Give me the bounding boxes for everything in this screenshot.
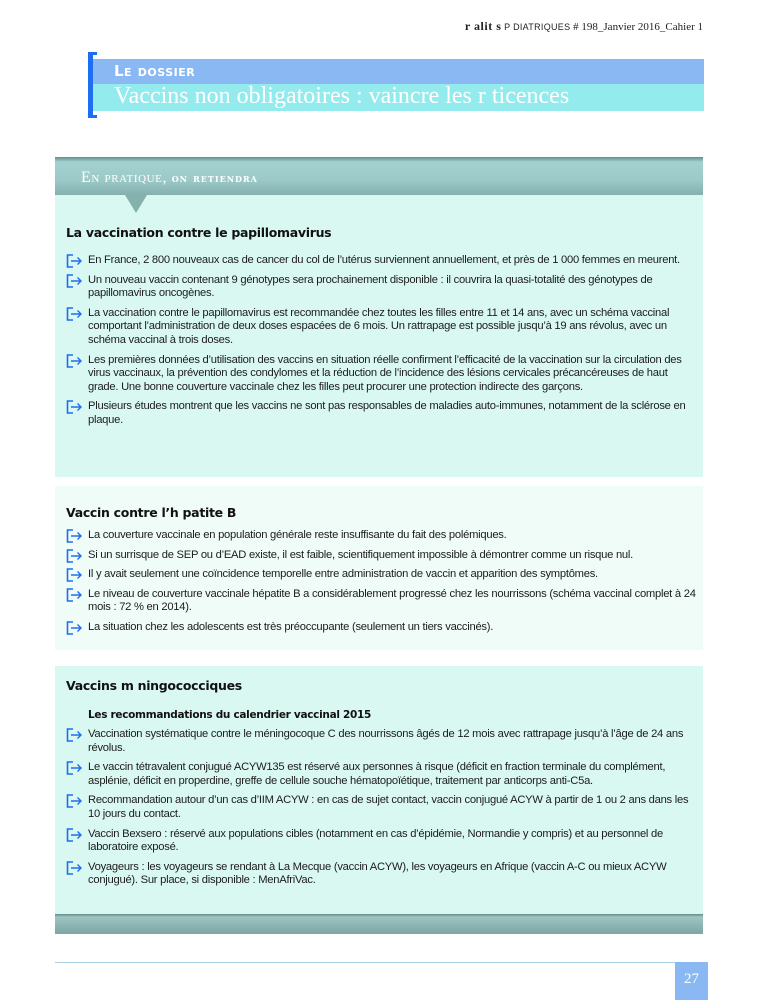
list-item-text: La vaccination contre le papillomavirus est recommandée chez toutes les filles entre 11 et 14 ans, avec un schéma vaccinal comportant l’administration de deux doses espacées de 6 mois. Un rattrapage est possible jusqu’à 19 ans révolus, avec un schéma vaccinal à trois doses. (88, 306, 670, 346)
arrow-bullet-icon (66, 549, 84, 563)
arrow-bullet-icon (66, 568, 84, 582)
list-item (66, 307, 696, 348)
list-item (66, 274, 696, 301)
list-item (66, 828, 696, 855)
arrow-bullet-icon (66, 828, 84, 842)
arrow-bullet-icon (66, 529, 84, 543)
list-item (66, 861, 696, 888)
arrow-bullet-icon (66, 588, 84, 602)
arrow-bullet-icon (66, 728, 84, 742)
list-item (66, 529, 696, 543)
list-item-text: Le vaccin tétravalent conjugué ACYW135 est réservé aux personnes à risque (déficit en fraction terminale du complément, asplénie, déficit en properdine, greffe de cellule souche hématopoïétique, traitement par anticorps anti-C5a. (88, 761, 666, 787)
journal-brand: r alit s (464, 19, 502, 33)
list-item-text: La situation chez les adolescents est très préoccupante (seulement un tiers vaccinés). (88, 620, 494, 633)
list-item (66, 621, 696, 635)
list-item-text: Vaccin Bexsero : réservé aux populations cibles (notamment en cas d’épidémie, Normandie y compris) et au personnel de laboratoire exposé. (88, 827, 663, 854)
journal-name: P DIATRIQUES (504, 22, 571, 32)
list-item (66, 549, 696, 563)
arrow-bullet-icon (66, 861, 84, 875)
arrow-bullet-icon (66, 761, 84, 775)
footer-rule (55, 962, 675, 963)
list-item-text: Si un surrisque de SEP ou d’EAD existe, il est faible, scientifiquement impossible à démontrer comme un risque nul. (88, 548, 633, 561)
list-item (66, 761, 696, 788)
bullet-list (66, 529, 696, 641)
list-item (66, 728, 696, 755)
list-item (66, 568, 696, 582)
section-title: Vaccins m ningococciques (66, 678, 242, 693)
list-item-text: Vaccination systématique contre le méningocoque C des nourrissons âgés de 12 mois avec rattrapage jusqu’à l’âge de 24 ans révolus. (88, 728, 684, 754)
list-item-text: Les premières données d’utilisation des vaccins en situation réelle confirment l’efficacité de la vaccination sur la circulation des virus vaccinaux, la prévention des condylomes et la réduction de l’incidence des lésions cervicales précancéreuses de haut grade. Une bonne couverture vaccinale chez les filles peut procurer une protection indirecte des garçons. (88, 353, 682, 393)
arrow-bullet-icon (66, 621, 84, 635)
pratique-label-bold: on retiendra (171, 171, 258, 185)
list-item-text: Voyageurs : les voyageurs se rendant à La Mecque (vaccin ACYW), les voyageurs en Afrique (vaccin A-C ou mieux ACYW conjugué). Sur place, si disponible : MenAfriVac. (88, 860, 667, 887)
list-item-text: Il y avait seulement une coïncidence temporelle entre administration de vaccin et apparition des symptômes. (88, 568, 598, 581)
bracket-icon (88, 52, 97, 118)
list-item (66, 254, 696, 268)
page-number: 27 (675, 962, 708, 1000)
list-item (66, 588, 696, 615)
running-head (465, 19, 703, 34)
list-item (66, 794, 696, 821)
pratique-label-light: En pratique, (81, 169, 168, 186)
list-item-text: En France, 2 800 nouveaux cas de cancer du col de l’utérus surviennent annuellement, et près de 1 000 femmes en meurent. (88, 254, 680, 266)
arrow-bullet-icon (66, 254, 84, 268)
list-item-text: Le niveau de couverture vaccinale hépatite B a considérablement progressé chez les nourrissons (schéma vaccinal complet à 24 mois : 72 % en 2014). (88, 587, 696, 614)
arrow-bullet-icon (66, 794, 84, 808)
list-item-text: Recommandation autour d’un cas d’IIM ACYW : en cas de sujet contact, vaccin conjugué ACYW à partir de 1 ou 2 ans dans les 10 jours du contact. (88, 794, 689, 820)
dossier-kicker: Le dossier (114, 62, 196, 80)
list-item-text: La couverture vaccinale en population générale reste insuffisante du fait des polémiques. (88, 529, 507, 541)
pointer-notch-icon (125, 195, 147, 213)
list-item (66, 354, 696, 395)
section-subtitle: Les recommandations du calendrier vaccinal 2015 (88, 709, 372, 721)
arrow-bullet-icon (66, 274, 84, 288)
section-title: La vaccination contre le papillomavirus (66, 225, 332, 240)
bullet-list (66, 254, 696, 434)
arrow-bullet-icon (66, 354, 84, 368)
list-item-text: Un nouveau vaccin contenant 9 génotypes sera prochainement disponible : il couvrira la quasi-totalité des génotypes de papillomavirus oncogènes. (88, 273, 653, 300)
arrow-bullet-icon (66, 400, 84, 414)
issue-info: # 198_Janvier 2016_Cahier 1 (573, 21, 703, 33)
arrow-bullet-icon (66, 307, 84, 321)
pratique-label (81, 169, 258, 187)
section-papillomavirus (55, 195, 703, 477)
list-item-text: Plusieurs études montrent que les vaccins ne sont pas responsables de maladies auto-immunes, notamment de la sclérose en plaque. (88, 400, 686, 426)
bullet-list (66, 728, 696, 894)
dossier-banner (88, 52, 704, 118)
pratique-header (55, 157, 703, 195)
list-item (66, 400, 696, 427)
box-footer-band (55, 914, 703, 934)
section-title: Vaccin contre l’h patite B (66, 505, 237, 520)
section-meningococciques (55, 666, 703, 914)
section-hepatite-b (55, 486, 703, 650)
page-title: Vaccins non obligatoires : vaincre les r ticences (114, 83, 570, 109)
